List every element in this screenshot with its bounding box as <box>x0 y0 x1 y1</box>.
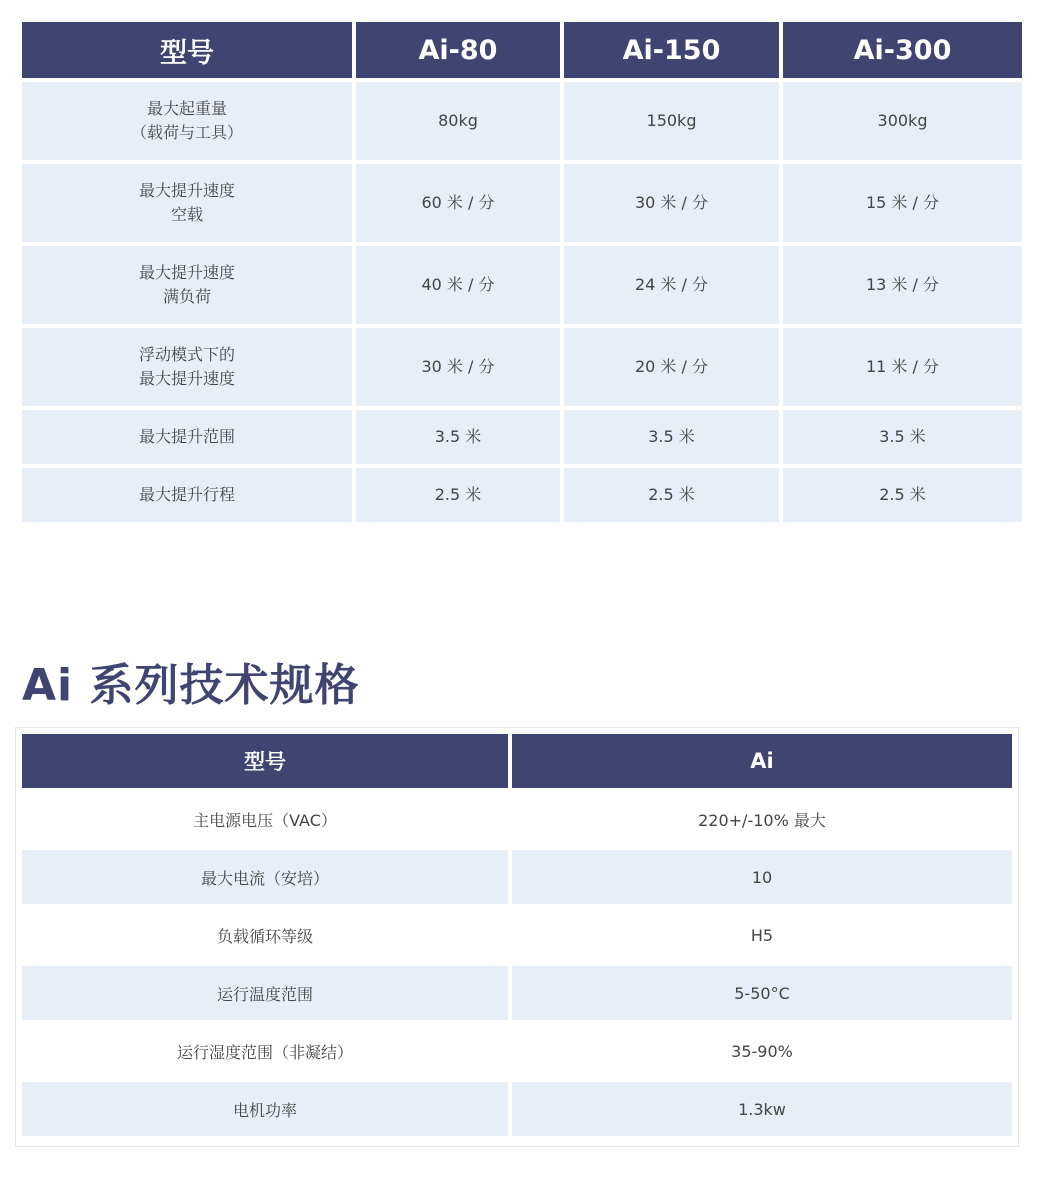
table-row <box>22 328 1022 406</box>
cell-value: H5 <box>512 908 1012 962</box>
cell-value: 10 <box>512 850 1012 904</box>
cell-value: 3.5 米 <box>356 410 560 464</box>
table-row <box>22 82 1022 160</box>
row-label: 最大提升范围 <box>22 410 352 464</box>
cell-value: 11 米 / 分 <box>783 328 1022 406</box>
header-ai-300: Ai-300 <box>783 22 1022 78</box>
row-label-line1: 最大起重量 <box>146 99 227 118</box>
cell-value: 80kg <box>356 82 560 160</box>
lift-spec-table <box>18 18 1026 526</box>
cell-value: 24 米 / 分 <box>564 246 779 324</box>
cell-value: 2.5 米 <box>564 468 779 522</box>
cell-value: 220+/-10% 最大 <box>512 792 1012 846</box>
header-ai-80: Ai-80 <box>356 22 560 78</box>
header-model: 型号 <box>22 22 352 78</box>
cell-value: 1.3kw <box>512 1082 1012 1136</box>
row-label <box>22 164 352 242</box>
cell-value: 2.5 米 <box>783 468 1022 522</box>
cell-value: 35-90% <box>512 1024 1012 1078</box>
cell-value: 3.5 米 <box>564 410 779 464</box>
row-label-line1: 浮动模式下的 <box>138 345 235 364</box>
table-row <box>22 164 1022 242</box>
table-row <box>22 410 1022 464</box>
row-label: 运行湿度范围（非凝结） <box>22 1024 508 1078</box>
row-label-line2: 满负荷 <box>162 287 211 306</box>
row-label <box>22 246 352 324</box>
tech-spec-panel <box>15 727 1019 1147</box>
header-ai-150: Ai-150 <box>564 22 779 78</box>
header-model: 型号 <box>22 734 508 788</box>
section-title: Ai 系列技术规格 <box>22 660 360 711</box>
row-label: 负载循环等级 <box>22 908 508 962</box>
table-row <box>22 908 1012 962</box>
cell-value: 3.5 米 <box>783 410 1022 464</box>
table-row <box>22 1082 1012 1136</box>
cell-value: 150kg <box>564 82 779 160</box>
table-row <box>22 246 1022 324</box>
cell-value: 40 米 / 分 <box>356 246 560 324</box>
tech-spec-header-row <box>22 734 1012 788</box>
cell-value: 20 米 / 分 <box>564 328 779 406</box>
row-label-line1: 最大提升速度 <box>138 181 235 200</box>
table-row <box>22 966 1012 1020</box>
row-label: 运行温度范围 <box>22 966 508 1020</box>
row-label-line2: 最大提升速度 <box>138 369 235 388</box>
row-label: 电机功率 <box>22 1082 508 1136</box>
cell-value: 2.5 米 <box>356 468 560 522</box>
cell-value: 30 米 / 分 <box>564 164 779 242</box>
cell-value: 15 米 / 分 <box>783 164 1022 242</box>
row-label: 最大电流（安培） <box>22 850 508 904</box>
lift-spec-header-row <box>22 22 1022 78</box>
row-label: 主电源电压（VAC） <box>22 792 508 846</box>
table-row <box>22 468 1022 522</box>
row-label-line1: 最大提升速度 <box>138 263 235 282</box>
tech-spec-table <box>18 730 1016 1140</box>
cell-value: 5-50°C <box>512 966 1012 1020</box>
cell-value: 60 米 / 分 <box>356 164 560 242</box>
table-row <box>22 850 1012 904</box>
row-label-line2: 空载 <box>170 205 203 224</box>
row-label <box>22 82 352 160</box>
header-ai: Ai <box>512 734 1012 788</box>
table-row <box>22 792 1012 846</box>
row-label-line2: （载荷与工具） <box>130 123 243 142</box>
table-row <box>22 1024 1012 1078</box>
cell-value: 300kg <box>783 82 1022 160</box>
row-label: 最大提升行程 <box>22 468 352 522</box>
cell-value: 13 米 / 分 <box>783 246 1022 324</box>
cell-value: 30 米 / 分 <box>356 328 560 406</box>
row-label <box>22 328 352 406</box>
